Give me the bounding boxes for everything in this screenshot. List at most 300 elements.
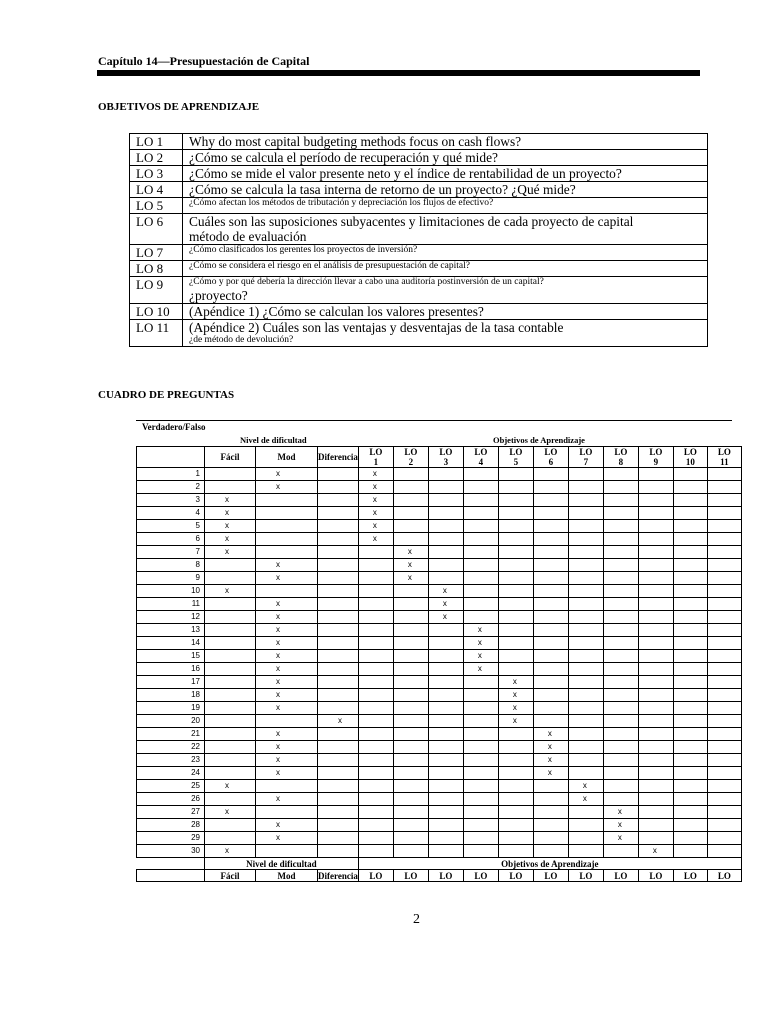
lo-cell [673, 780, 707, 793]
difficulty-cell: x [256, 650, 318, 663]
lo-cell [358, 663, 393, 676]
question-row [137, 624, 742, 637]
question-row [137, 611, 742, 624]
difficulty-cell: x [256, 598, 318, 611]
lo-cell [393, 793, 428, 806]
lo-cell [533, 507, 568, 520]
difficulty-cell [318, 676, 359, 689]
lo-cell [638, 585, 673, 598]
difficulty-cell [318, 611, 359, 624]
question-number: 10 [137, 585, 205, 598]
objective-text-line: ¿proyecto? [189, 288, 248, 303]
question-row [137, 780, 742, 793]
lo-cell [393, 754, 428, 767]
difficulty-cell: x [205, 494, 256, 507]
lo-cell [498, 507, 533, 520]
objective-row [130, 134, 708, 150]
question-row [137, 832, 742, 845]
lo-cell [603, 533, 638, 546]
lo-cell [393, 637, 428, 650]
lo-cell [707, 819, 741, 832]
lo-cell [568, 585, 603, 598]
lo-cell [428, 520, 463, 533]
grid-corner-cell [137, 447, 205, 468]
lo-cell [463, 806, 498, 819]
lo-cell [498, 546, 533, 559]
lo-header [428, 870, 463, 882]
lo-cell [428, 663, 463, 676]
difficulty-header: Fácil [205, 870, 256, 882]
objective-code: LO 3 [130, 166, 183, 182]
lo-cell [498, 780, 533, 793]
lo-cell: x [603, 832, 638, 845]
lo-cell [428, 676, 463, 689]
lo-cell [707, 845, 741, 858]
lo-cell [707, 507, 741, 520]
difficulty-cell [205, 728, 256, 741]
lo-header [707, 447, 741, 468]
lo-cell [498, 572, 533, 585]
lo-cell [498, 806, 533, 819]
lo-cell [568, 819, 603, 832]
lo-cell [673, 806, 707, 819]
lo-cell [568, 663, 603, 676]
lo-cell [358, 611, 393, 624]
objective-row [130, 304, 708, 320]
question-number: 1 [137, 468, 205, 481]
lo-cell [393, 520, 428, 533]
lo-cell [673, 598, 707, 611]
objective-code: LO 11 [130, 320, 183, 347]
difficulty-cell: x [256, 624, 318, 637]
lo-cell [673, 819, 707, 832]
lo-cell [358, 637, 393, 650]
lo-header [498, 447, 533, 468]
question-number: 24 [137, 767, 205, 780]
lo-cell [428, 715, 463, 728]
question-number: 30 [137, 845, 205, 858]
difficulty-cell [318, 793, 359, 806]
lo-cell [393, 468, 428, 481]
lo-cell [533, 520, 568, 533]
lo-cell [393, 611, 428, 624]
difficulty-cell [318, 663, 359, 676]
lo-cell: x [463, 650, 498, 663]
lo-cell [603, 468, 638, 481]
lo-cell [603, 793, 638, 806]
objective-row [130, 182, 708, 198]
difficulty-cell: x [205, 520, 256, 533]
lo-cell [603, 767, 638, 780]
lo-cell [463, 507, 498, 520]
lo-cell [673, 585, 707, 598]
objective-text [183, 245, 708, 261]
lo-cell [638, 741, 673, 754]
lo-cell [673, 624, 707, 637]
difficulty-cell [256, 845, 318, 858]
lo-cell [673, 676, 707, 689]
objective-text-line: ¿Cómo se mide el valor presente neto y el índice de rentabilidad de un proyecto? [189, 166, 622, 181]
lo-cell: x [358, 481, 393, 494]
objective-text-line: Cuáles son las suposiciones subyacentes y limitaciones de cada proyecto de capital [189, 214, 634, 229]
difficulty-cell [205, 624, 256, 637]
lo-cell [393, 728, 428, 741]
lo-cell [358, 715, 393, 728]
lo-cell [603, 598, 638, 611]
lo-cell [498, 793, 533, 806]
lo-cell [707, 689, 741, 702]
lo-cell [638, 507, 673, 520]
lo-cell [533, 611, 568, 624]
question-row [137, 715, 742, 728]
objective-code: LO 4 [130, 182, 183, 198]
lo-cell [393, 845, 428, 858]
question-row [137, 845, 742, 858]
lo-cell: x [498, 689, 533, 702]
difficulty-cell [318, 572, 359, 585]
difficulty-cell: x [205, 546, 256, 559]
lo-cell [463, 546, 498, 559]
objective-row [130, 245, 708, 261]
lo-header-top: LO [683, 447, 697, 457]
lo-cell [498, 624, 533, 637]
lo-cell [358, 559, 393, 572]
lo-cell [533, 715, 568, 728]
lo-cell [603, 546, 638, 559]
question-number: 9 [137, 572, 205, 585]
lo-cell [638, 494, 673, 507]
lo-cell [533, 689, 568, 702]
lo-cell [533, 832, 568, 845]
objective-text [183, 304, 708, 320]
lo-cell [358, 689, 393, 702]
objective-row [130, 166, 708, 182]
lo-cell [707, 481, 741, 494]
lo-cell [603, 702, 638, 715]
question-row [137, 572, 742, 585]
lo-cell [707, 728, 741, 741]
difficulty-cell [205, 663, 256, 676]
lo-cell [463, 481, 498, 494]
lo-cell [638, 468, 673, 481]
lo-header [568, 447, 603, 468]
lo-cell [673, 793, 707, 806]
lo-cell [568, 650, 603, 663]
lo-cell [673, 546, 707, 559]
objective-row [130, 320, 708, 347]
lo-cell [707, 702, 741, 715]
lo-cell [358, 741, 393, 754]
lo-cell [428, 689, 463, 702]
lo-cell [568, 806, 603, 819]
lo-cell [393, 676, 428, 689]
lo-cell [673, 689, 707, 702]
question-number: 25 [137, 780, 205, 793]
question-number: 5 [137, 520, 205, 533]
lo-cell [638, 767, 673, 780]
lo-header [673, 447, 707, 468]
difficulty-header: Mod [256, 447, 318, 468]
lo-cell [533, 819, 568, 832]
lo-cell: x [498, 676, 533, 689]
lo-cell [568, 728, 603, 741]
lo-cell [533, 559, 568, 572]
lo-cell [638, 806, 673, 819]
lo-cell [638, 650, 673, 663]
lo-cell [568, 611, 603, 624]
lo-cell [533, 845, 568, 858]
difficulty-cell [205, 572, 256, 585]
lo-cell [707, 637, 741, 650]
question-row [137, 793, 742, 806]
difficulty-cell [318, 832, 359, 845]
lo-cell [358, 754, 393, 767]
difficulty-cell: x [256, 559, 318, 572]
difficulty-cell [318, 494, 359, 507]
lo-header-number: 9 [653, 457, 659, 467]
lo-header-number: 1 [373, 457, 379, 467]
question-number: 21 [137, 728, 205, 741]
lo-cell: x [568, 780, 603, 793]
lo-header-number: 4 [478, 457, 484, 467]
difficulty-cell: x [256, 728, 318, 741]
lo-cell [638, 832, 673, 845]
difficulty-cell [205, 637, 256, 650]
lo-header-number: 2 [408, 457, 414, 467]
objective-text [183, 198, 708, 214]
difficulty-cell [318, 559, 359, 572]
objective-code: LO 5 [130, 198, 183, 214]
lo-cell [533, 663, 568, 676]
lo-cell [603, 741, 638, 754]
lo-cell [568, 624, 603, 637]
difficulty-cell [205, 468, 256, 481]
lo-cell [603, 663, 638, 676]
lo-cell [568, 767, 603, 780]
lo-cell: x [428, 585, 463, 598]
lo-cell [603, 585, 638, 598]
lo-cell: x [533, 754, 568, 767]
question-row [137, 819, 742, 832]
lo-cell: x [393, 559, 428, 572]
lo-cell: x [463, 637, 498, 650]
question-row [137, 637, 742, 650]
lo-cell [463, 494, 498, 507]
lo-cell [393, 624, 428, 637]
lo-cell [673, 507, 707, 520]
question-row [137, 728, 742, 741]
difficulty-cell [205, 832, 256, 845]
lo-cell [463, 728, 498, 741]
difficulty-cell: x [205, 585, 256, 598]
lo-cell [638, 546, 673, 559]
difficulty-cell [256, 507, 318, 520]
question-row [137, 546, 742, 559]
objective-text-line: ¿Cómo afectan los métodos de tributación y depreciación los flujos de efectivo? [189, 198, 494, 208]
question-number: 12 [137, 611, 205, 624]
lo-cell [638, 819, 673, 832]
difficulty-cell: x [256, 793, 318, 806]
lo-cell [568, 546, 603, 559]
lo-cell [463, 533, 498, 546]
lo-cell [533, 468, 568, 481]
difficulty-header: Diferencia [318, 870, 358, 881]
lo-cell [673, 611, 707, 624]
lo-cell [638, 780, 673, 793]
objective-row [130, 198, 708, 214]
objective-code: LO 8 [130, 261, 183, 277]
grid-header-row [137, 870, 742, 882]
lo-header-top: LO [509, 870, 523, 881]
lo-header [533, 870, 568, 882]
difficulty-cell: x [256, 689, 318, 702]
objectives-label-footer: Objetivos de Aprendizaje [358, 858, 741, 870]
lo-header-top: LO [579, 870, 593, 881]
difficulty-cell: x [256, 481, 318, 494]
question-number: 3 [137, 494, 205, 507]
objectives-table [129, 133, 708, 347]
lo-header [463, 870, 498, 882]
lo-cell [393, 481, 428, 494]
lo-cell [707, 611, 741, 624]
lo-cell [463, 559, 498, 572]
lo-cell [707, 585, 741, 598]
lo-cell [673, 741, 707, 754]
difficulty-cell: x [256, 468, 318, 481]
lo-header-top: LO [649, 447, 663, 457]
difficulty-cell: x [205, 806, 256, 819]
lo-cell [638, 715, 673, 728]
question-number: 15 [137, 650, 205, 663]
lo-cell [533, 650, 568, 663]
lo-cell [428, 494, 463, 507]
lo-cell [568, 845, 603, 858]
lo-cell [428, 572, 463, 585]
question-number: 23 [137, 754, 205, 767]
lo-cell: x [533, 728, 568, 741]
lo-cell [707, 806, 741, 819]
difficulty-cell [205, 702, 256, 715]
lo-cell [707, 533, 741, 546]
lo-header [428, 447, 463, 468]
difficulty-cell [318, 728, 359, 741]
objective-text [183, 166, 708, 182]
lo-cell [393, 832, 428, 845]
lo-cell [707, 676, 741, 689]
lo-cell [533, 676, 568, 689]
lo-cell [533, 793, 568, 806]
question-number: 17 [137, 676, 205, 689]
difficulty-cell [256, 533, 318, 546]
objective-row [130, 150, 708, 166]
lo-header-top: LO [404, 870, 418, 881]
lo-cell [463, 793, 498, 806]
lo-cell [568, 494, 603, 507]
lo-cell [568, 533, 603, 546]
lo-cell [568, 702, 603, 715]
lo-cell [673, 559, 707, 572]
difficulty-cell: x [318, 715, 359, 728]
difficulty-cell: x [256, 663, 318, 676]
lo-cell [428, 533, 463, 546]
lo-header-top: LO [579, 447, 593, 457]
lo-cell [707, 715, 741, 728]
lo-cell [393, 598, 428, 611]
lo-header-top: LO [649, 870, 663, 881]
lo-cell [568, 520, 603, 533]
lo-cell: x [533, 767, 568, 780]
lo-cell [533, 806, 568, 819]
objective-row [130, 261, 708, 277]
difficulty-cell: x [256, 767, 318, 780]
lo-cell [638, 572, 673, 585]
lo-header-top: LO [439, 447, 453, 457]
difficulty-label-footer: Nivel de dificultad [205, 858, 359, 870]
lo-cell [428, 728, 463, 741]
lo-cell [638, 520, 673, 533]
lo-cell [603, 624, 638, 637]
lo-header-top: LO [369, 447, 383, 457]
lo-cell [673, 533, 707, 546]
lo-cell [603, 637, 638, 650]
lo-header-top: LO [544, 447, 558, 457]
lo-cell [498, 728, 533, 741]
lo-cell [707, 832, 741, 845]
objective-code: LO 9 [130, 277, 183, 304]
lo-cell [638, 702, 673, 715]
objective-text [183, 320, 708, 347]
lo-cell: x [638, 845, 673, 858]
lo-cell [463, 702, 498, 715]
lo-header [393, 447, 428, 468]
lo-cell: x [358, 494, 393, 507]
lo-cell [673, 754, 707, 767]
lo-cell [358, 845, 393, 858]
difficulty-cell: x [256, 702, 318, 715]
lo-header [603, 870, 638, 882]
lo-cell [463, 572, 498, 585]
lo-cell [603, 676, 638, 689]
difficulty-cell [318, 806, 359, 819]
lo-header-top: LO [474, 447, 488, 457]
lo-header-top: LO [717, 870, 731, 881]
lo-cell [707, 741, 741, 754]
lo-cell [673, 767, 707, 780]
lo-header-top: LO [439, 870, 453, 881]
question-number: 8 [137, 559, 205, 572]
lo-cell: x [358, 468, 393, 481]
difficulty-cell [318, 741, 359, 754]
lo-cell [533, 624, 568, 637]
question-row [137, 481, 742, 494]
lo-cell [533, 598, 568, 611]
lo-header-number: 7 [583, 457, 589, 467]
question-row [137, 598, 742, 611]
lo-cell [498, 767, 533, 780]
objectives-heading: OBJETIVOS DE APRENDIZAJE [98, 101, 260, 113]
difficulty-cell: x [256, 819, 318, 832]
lo-cell [638, 754, 673, 767]
difficulty-cell [256, 780, 318, 793]
lo-header [358, 447, 393, 468]
lo-header [603, 447, 638, 468]
lo-cell [498, 494, 533, 507]
difficulty-cell: x [205, 780, 256, 793]
question-number: 19 [137, 702, 205, 715]
difficulty-cell [205, 676, 256, 689]
lo-cell [428, 546, 463, 559]
difficulty-cell [318, 637, 359, 650]
